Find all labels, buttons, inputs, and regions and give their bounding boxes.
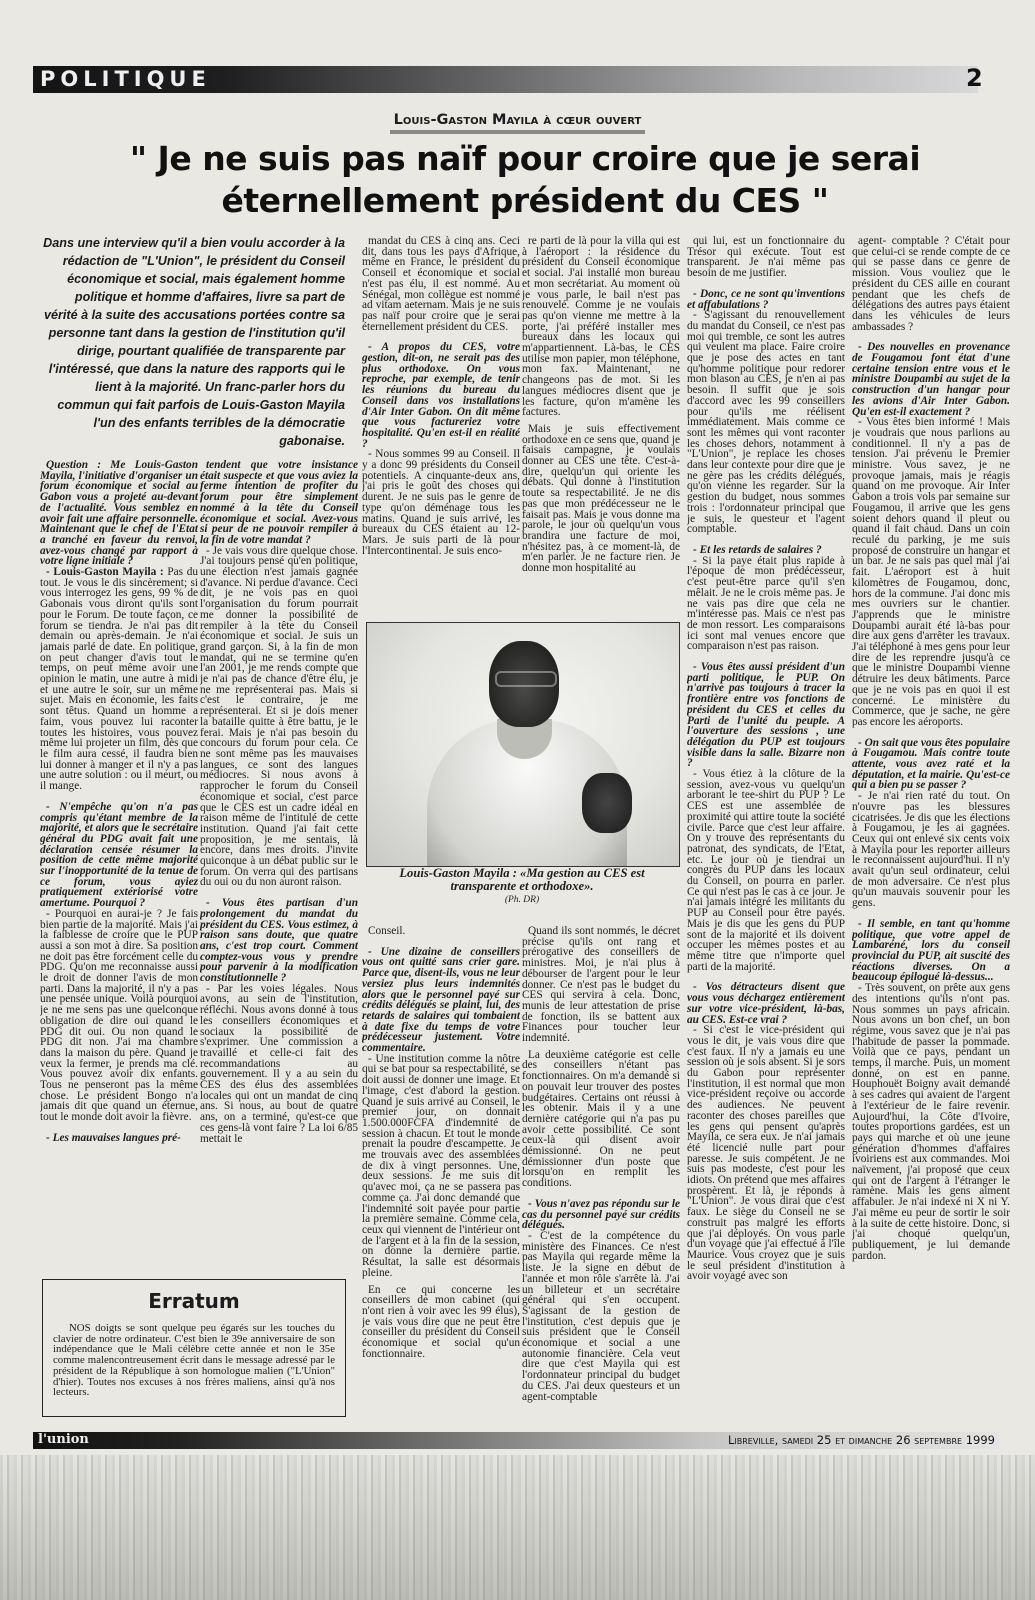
interview-answer: - Si la paye était plus rapide à l'époque de mon prédécesseur, c'est peut-être parce qu'il s'en mêlait. Je ne le crois même pas. Je ne vais pas dire que cela ne m'intéresse pas. Mais ce n'est pas de mon ressort. Les comparaisons ici sont mal venues encore que comparaison n'est pas raison. xyxy=(687,554,845,653)
interview-answer: - Vous étiez à la clôture de la session, avez-vous vu quelqu'un arborant le tee-shirt du PUP ? Le CES est une assemblée de proximité qui attire toute la société civile. Parce que c'est leur affaire. On y trouve des représentants du patronat, des syndicats, de l'Etat, etc. Le jour où je tiendrai un congrès du PUP dans les locaux du Conseil, on pourra en parler. Ce qui n'est pas le cas à ce jour. Je n'ai jamais intégré les militants du PUP au Conseil pour être payés. Mais je dis que les gens du PUP sont de la majorité et ils doivent occuper les mêmes postes et au même titre que n'importe quel parti de la majorité. xyxy=(687,768,845,973)
interview-answer: agent- comptable ? C'était pour que celui-ci se rende compte de ce qui se passe dans ce genre de mission. Vous vouliez que le président du CES aille en courant pendant que les chefs de délégations des autres pays étaient dans les véhicules de leurs ambassades ? xyxy=(852,236,1010,333)
text-column-1 xyxy=(40,460,198,1272)
interview-answer: re parti de là pour la villa qui est à l'aéroport : la résidence du président du Conseil économique et social. J'ai installé mon bureau et mon secrétariat. Au moment où je vous parle, le bail n'est pas renouvelé. Comme je ne voulais pas qu'on vienne me mettre à la porte, j'ai préféré installer mes bureaux dans les locaux qui m'appartiennent. Là-bas, le CES utilise mon papier, mon téléphone, mon fax. Maintenant, ne changeons pas de mot. Si les langues médiocres disent que je les facture, qu'on m'amène les factures. xyxy=(522,236,680,419)
text-column-2 xyxy=(200,460,358,1272)
interview-question: - Donc, ce ne sont qu'inventions et affabulations ? xyxy=(687,287,845,311)
interview-answer: Quand ils sont nommés, le décret précise qu'ils ont rang et prérogative des conseillers de ministres. Moi, je n'ai plus à débourser de l'argent pour le leur donner. Ce n'est pas le budget du CES qui servira à cela. Donc, munis de leur attestation de prise de fonction, ils se battent aux Finances pour toucher leur indemnité. xyxy=(522,926,680,1045)
interview-answer: - Je vais vous dire quelque chose. J'ai toujours pensé qu'en politique, une élection n'est jamais gagnée d'avance. Ni perdue d'avance. Ceci dit, je ne vois pas en quoi l'organisation du forum pourrait me donner la possibilité de rempiler à la tête du Conseil économique et social. Je suis un grand garçon. Si, à la fin de mon mandat, qui ne se termine qu'en l'an 2001, je me rends compte que je n'ai pas de chance d'être élu, je ne me représenterai pas. Mais si c'est le contraire, je me représenterai. Et si je dois mener la bataille quitte à être battu, je le ferai. Mais je n'ai pas besoin du concours du forum pour cela. Ce ne sont même pas les mauvaises langues, ce sont des langues médiocres. Si nous avons à rapprocher le forum du Conseil économique et social, c'est parce que le CES est un cadre idéal en raison même de l'intitulé de cette institution. Quand j'ai fait cette proposition, je me sentais, là encore, dans mes droits. J'invite quiconque à un débat public sur le forum. On verra qui des partisans du oui ou du non auront raison. xyxy=(200,544,358,889)
interview-answer: Conseil. xyxy=(368,926,406,937)
article-headline: " Je ne suis pas naïf pour croire que je serai éternellement président du CES " xyxy=(129,139,921,220)
left-columns xyxy=(40,460,358,1272)
interview-question: - Les mauvaises langues pré- xyxy=(46,1131,181,1144)
erratum-box xyxy=(42,1279,346,1417)
text-column-5 xyxy=(687,236,845,1423)
interview-answer: mandat du CES à cinq ans. Ceci dit, dans tous les pays d'Afrique, même en France, le président du Conseil et économique et social n'est pas élu, il est nommé. Au Sénégal, mon collègue est nommé ad vitam aeternam. Mais je ne suis pas naïf pour croire que je serai éternellement président du CES. xyxy=(362,236,520,333)
interview-answer: - Pourquoi en aurai-je ? Je fais bien partie de la majorité. Mais j'ai la faiblesse de croire que le PUP aussi a son mot à dire. Sa position ne doit pas être forcément celle du PDG. Qu'on me reconnaisse aussi le droit de donner l'avis de mon parti. Dans la majorité, il n'y a pas une pensée unique. Voilà pourquoi je ne me sens pas une quelconque obligation de dire oui quand le PDG dit oui. Ou non quand le PDG dit non. J'ai ma chambre dans la maison du père. Quand je veux la fermer, je prends ma clé. Vous pouvez avoir dix enfants. Tous ne penseront pas la même chose. Le président Bongo n'a jamais dit que quand un éternue, tout le monde doit avoir la fièvre. xyxy=(40,907,198,1124)
speaker-name: - Louis-Gaston Mayila : xyxy=(46,566,164,579)
interview-answer: - Par les voies légales. Nous avons, au sein de l'institution, réfléchi. Nous avons donné à tous les conseillers économiques et sociaux la possibilité de s'exprimer. Une commission a travaillé et celle-ci fait des recommandations au gouvernement. Il y a au sein du CES des élus des assemblées locales qui ont un mandat de cinq ans. Si nous, au bout de quatre ans, on a terminé, qu'est-ce que ces gens-là vont faire ? La loi 6/85 mettait le xyxy=(200,982,358,1145)
interview-answer: - Si c'est le vice-président qui vous le dit, je vais vous dire que c'est faux. Il n'y a jamais eu une session où je sois absent. Si je sors du Gabon pour représenter l'institution, il est normal que mon vice-président reçoive ou accorde des audiences. Ne peuvent raconter des choses pareilles que les gens qui pensent qu'après Mayila, ce sera eux. Je n'ai jamais été licencié nulle part pour paresse. Je suis compétent. Je ne suis pas modeste, c'est pour les idiots. On prétend que mes affaires prospèrent. Et là, je réponds à "L'Union". Je vous dirai que c'est faux. Le siège du Conseil ne se construit pas malgré les efforts que j'ai déployés. On vous parle d'un voyage que j'ai effectué à l'île Maurice. Vous croyez que je suis le seul président d'institution à avoir voyagé avec son xyxy=(687,1024,845,1283)
portrait-photo xyxy=(366,622,680,867)
interview-answer: - Vous êtes bien informé ! Mais je voudrais que nous parlions au conditionnel. Il n'y a pas de tension. J'ai prévenu le Premier ministre. Vous savez, je ne provoque jamais, mais je réagis quand on me provoque. Air Inter Gabon a trois vols par semaine sur Fougamou, il arrive que les gens soient dehors quand il pleut ou quand il fait chaud. Dans un coin reculé du parking, je me suis proposé de construire un hangar et un bar. Je ne sais pas quel mal j'ai fait. L'aéroport est à huit kilomètres de Fougamou, donc, hors de la commune. J'ai donc mis mes ouvriers sur le chantier. J'apprends que le ministre Doupambi aurait été là-bas pour dire aux gens d'arrêter les travaux. J'ai téléphoné à mes gens pour leur dire de les reprendre jusqu'à ce que le ministre Doupambi vienne détruire les deux bâtiments. Parce que je ne vois pas en quoi il est concerné. Le ministère du Commerce, que je sache, ne gère pas encore les aéroports. xyxy=(852,416,1010,728)
dateline: Libreville, samedi 25 et dimanche 26 septembre 1999 xyxy=(727,1433,995,1447)
section-label: POLITIQUE xyxy=(40,67,211,91)
article-intro: Dans une interview qu'il a bien voulu accorder à la rédaction de "L'Union", le président du Conseil économique et social, mais également homme politique et homme d'affaires, livre sa part de vérité à la suite des accusations portées contre sa personne tant dans la gestion de l'institution qu'il dirige, pourtant qualifiée de transparente par l'intéressé, que dans la nature des rapports qui le lient à la majorité. Un franc-parler hors du commun qui fait parfois de Louis-Gaston Mayila l'un des enfants terribles de la démocratie gabonaise. xyxy=(43,236,345,448)
interview-question: - On sait que vous êtes populaire à Fougamou. Mais contre toute attente, vous avez raté et la députation, et la mairie. Qu'est-ce qui a bien pu se passer ? xyxy=(852,736,1010,792)
photo-caption-block xyxy=(366,867,678,923)
interview-question: - Il semble, en tant qu'homme politique, que votre appel de Lambaréné, lors du conseil provincial du PUP, ait suscité des réactions diverses. On a beaucoup épilogué là-dessus... xyxy=(852,917,1010,984)
scan-background xyxy=(0,1455,1035,1600)
interview-answer: - S'agissant du renouvellement du mandat du Conseil, ce n'est pas moi qui tremble, ce sont les autres qui veulent ma place. Faire croire que je pose des actes en tant qu'homme politique pour redorer mon blason au CES, je n'en ai pas besoin. Il suffit que je sois d'accord avec les 99 conseillers pour qu'ils me réélisent immédiatement. Mais comme ce sont les mêmes qui vont raconter les choses dehors, notamment à "L'Union", je replace les choses dans leur contexte pour dire que je ne gère pas les crédits délégués, qu'on vienne les regarder. Sur la gestion du budget, nous sommes trois : l'ordonnateur principal que je suis, le questeur et l'agent comptable. xyxy=(687,309,845,536)
interview-answer: qui lui, est un fonctionnaire du Trésor qui exécute. Tout est transparent. Je n'ai même pas besoin de me justifier. xyxy=(687,236,845,280)
text-column-3-bottom xyxy=(362,926,520,1423)
interview-question: - Vos détracteurs disent que vous vous déchargez entièrement sur votre vice-président, là-bas, au CES. Est-ce vrai ? xyxy=(687,981,845,1026)
erratum-title: Erratum xyxy=(148,1289,240,1313)
interview-answer: - Nous sommes 99 au Conseil. Il y a donc 99 présidents du Conseil potentiels. A cinquante-deux ans, j'ai pris le goût des choses qui durent. Je ne suis pas le genre de type qu'on déménage tous les matins. Quand je suis arrivé, les bureaux du CES étaient au 12-Mars. Je suis parti de là pour l'Intercontinental. Je suis enco- xyxy=(362,448,520,557)
interview-question: Question : Me Louis-Gaston Mayila, l'initiative d'organiser un forum économique et social au Gabon vous a projeté au-devant de l'actualité. Vous semblez en avoir fait une affaire personnelle. Maintenant que le chef de l'Etat a tranché en faveur du renvoi, avez-vous changé par rapport à votre ligne initiale ? xyxy=(40,460,198,568)
text-column-4-bottom xyxy=(522,926,680,1423)
interview-question: - Une dizaine de conseillers vous ont quitté sans crier gare. Parce que, disent-ils, vous ne leur versiez plus leurs indemnités alors que le personnel payé sur crédits délégués se plaint, lui, des retards de salaires qui tombaient à date fixe du temps de votre prédécesseur justement. Votre commentaire. xyxy=(362,945,520,1055)
interview-answer xyxy=(40,567,198,792)
page-number: 2 xyxy=(966,64,983,92)
interview-question: - Vous n'avez pas répondu sur le cas du personnel payé sur crédits délégués. xyxy=(522,1197,680,1232)
interview-answer: - C'est de la compétence du ministère des Finances. Ce n'est pas Mayila qui regarde même la liste. Je la signe en début de l'année et mon rôle s'arrête là. J'ai un billeteur et un secrétaire général qui s'en occupent. S'agissant de la gestion de l'institution, c'est depuis que je suis président que le Conseil économique et social a une autonomie financière. Cela veut dire que c'est Mayila qui est l'ordonnateur principal du budget du CES. J'ai deux questeurs et un agent-comptable xyxy=(522,1229,680,1403)
interview-answer: - Une institution comme la nôtre qui se bat pour sa respectabilité, se doit aussi de donner une image. Et l'image, c'est d'abord la gestion. Quand je suis arrivé au Conseil, le premier jour, on donnait 1.500.000FCFA d'indemnité de session à chacun. Et tout le monde prenait la poudre d'escampette. Je me trouvais avec des assemblées de dix à vingt personnes. Une, deux sessions. Je me suis dit qu'avec moi, ça ne se passera pas comme ça. J'ai donc demandé que l'indemnité soit payée pour partie la première semaine. Comme cela, ceux qui viennent de l'intérieur ont de l'argent et à la fin de la session, on donne la dernière partie. Résultat, la salle est désormais pleine. xyxy=(362,1052,520,1279)
interview-answer: - Je n'ai rien raté du tout. On n'ouvre pas les blessures cicatrisées. Je dis que les élections à Fougamou, je les ai gagnées. Ceux qui ont enlevé six cents voix à Mayila pour les reporter ailleurs le reconnaissent aujourd'hui. Il n'y avait qu'un seul ordinateur, celui de mon adversaire. Ce n'est plus qu'un mauvais souvenir pour les gens. xyxy=(852,790,1010,910)
interview-answer: - Très souvent, on prête aux gens des intentions qu'ils n'ont pas. Nous sommes un pays africain. Nous avons un bon chef, un bon régime, vous savez que je n'ai pas l'habitude de passer la pommade. Voilà que ce pays, pendant un temps, il marche. Puis, un moment donné, on est en panne. Houphouët Boigny avait demandé à ses cadres qui avaient de l'argent à l'extérieur de le faire revenir. Aujourd'hui, la Côte d'Ivoire, toutes proportions gardées, est un pays qui marche et où une jeune génération d'hommes d'affaires ivoiriens est aux commandes. Moi naïvement, j'ai proposé que ceux qui ont de l'argent à l'étranger le ramène. Mais les gens aiment affabuler. Je n'ai indexé ni X ni Y. J'ai même eu peur de sortir le soir à la suite de cette histoire. Donc, si j'ai choqué quelqu'un, publiquement, je lui demande pardon. xyxy=(852,982,1010,1262)
interview-answer: Mais je suis effectivement orthodoxe en ce sens que, quand je faisais campagne, je voulais donner au CES une tête. C'est-à-dire, quelqu'un qui oriente les débats. Qui donne à l'institution toute sa respectabilité. Je ne dis pas que mon prédécesseur ne le faisait pas. Mais je vous donne ma parole, le jour où quelqu'un vous brandira une facture de moi, n'hésitez pas, à ce moment-là, de m'en parler. Je ne facture rien. Je donne mon hospitalité au xyxy=(522,422,680,575)
interview-answer: En ce qui concerne les conseillers de mon cabinet (qui n'ont rien à voir avec les 99 élus), je vais vous dire que ne peut être conseiller du président du Conseil économique et social qu'un fonctionnaire. xyxy=(362,1283,520,1360)
interview-answer: La deuxième catégorie est celle des conseillers n'étant pas fonctionnaires. On m'a demandé si on pouvait leur trouver des postes budgétaires. Certains ont réussi à les obtenir. Mais il y a une dernière catégorie qui n'a pas pu avoir cette possibilité. Ce sont ceux-là qui disent avoir démissionné. On ne peut démissionner d'un poste que lorsqu'on en remplit les conditions. xyxy=(522,1048,680,1190)
interview-question: tendent que votre insistance était suspecte et que vous aviez la ferme intention de profiter du forum pour être simplement nommé à la tête du Conseil économique et social. Avez-vous si peur de ne pouvoir rempiler à la fin de votre mandat ? xyxy=(200,460,358,546)
interview-question: - Et les retards de salaires ? xyxy=(693,543,822,556)
text-column-6 xyxy=(852,236,1010,1423)
article-kicker xyxy=(0,111,1035,129)
interview-question: - Vous êtes partisan d'un prolongement du mandat du président du CES. Vous estimez, à raison sans doute, que quatre ans, c'est trop court. Comment comptez-vous vous y prendre pour parvenir à la modification constitutionnelle ? xyxy=(200,897,358,985)
text-column-4-top xyxy=(522,236,680,616)
text-column-3-top xyxy=(362,236,520,616)
photo-credit: (Ph. DR) xyxy=(504,895,540,905)
left-block xyxy=(40,234,358,1272)
answer-text: Pas du tout. Je vous le dis sincèrement; si vous interrogez les gens, 99 % de Gabonais vous diront qu'ils sont pour le Forum. De toute façon, ce forum se tiendra. Je n'ai pas dit demain ou après-demain. Je n'ai jamais parlé de date. En politique, on peut changer d'avis tout le temps, on peut même avoir une opinion le matin, une autre à midi et une autre le soir, sur un même sujet. Mais en économie, les faits sont têtus. Quand un homme a faim, vous pouvez lui raconter toutes les histoires, vous pouvez même lui projeter un film, dès que le film aura cessé, il faudra bien lui donner à manger et il n'y a pas une autre solution : ou il meurt, ou il mange. xyxy=(40,566,198,793)
interview-question: - N'empêche qu'on n'a pas compris qu'étant membre de la majorité, et alors que le secrétaire général du PDG avait fait une déclaration censée résumer la position de cette même majorité sur l'inopportunité de la tenue de ce forum, vous ayiez pratiquement extériorisé votre amertume. Pourquoi ? xyxy=(40,800,198,910)
erratum-text: NOS doigts se sont quelque peu égarés sur les touches du clavier de notre ordinateur. C'est bien le 39e anniversaire de son indépendance que le Mali célèbre cette année et non le 35e comme malencontreusement écrit dans le message adressé par le président de la République à son homologue malien ("L'Union" d'hier). Toutes nos excuses à nos frères maliens, ainsi qu'à nos lecteurs. xyxy=(53,1322,335,1399)
photo-figure-hand xyxy=(582,773,632,833)
interview-question: - A propos du CES, votre gestion, dit-on, ne serait pas des plus orthodoxe. On vous reproche, par exemple, de tenir les réunions du bureau du Conseil dans vos installations d'Air Inter Gabon. On dit même que vous factureriez votre hospitalité. Qu'en est-il en réalité ? xyxy=(362,341,520,450)
newspaper-logo: l'union xyxy=(38,1432,89,1447)
interview-question: - Des nouvelles en provenance de Fougamou font état d'une certaine tension entre vous et le ministre Doupambi au sujet de la construction d'un hangar pour les avions d'Air Inter Gabon. Qu'en est-il exactement ? xyxy=(852,341,1010,418)
photo-caption: Louis-Gaston Mayila : «Ma gestion au CES est transparente et orthodoxe». xyxy=(399,866,645,893)
kicker-text: Louis-Gaston Mayila à cœur ouvert xyxy=(390,112,646,134)
interview-question: - Vous êtes aussi président d'un parti politique, le PUP. On n'arrive pas toujours à tracer la frontière entre vos fonctions de président du CES et celles du Parti de l'unité du peuple. A l'ouverture des sessions , une délégation du PUP est toujours visible dans la salle. Bizarre non ? xyxy=(687,661,845,770)
photo-figure-glasses xyxy=(495,671,557,687)
